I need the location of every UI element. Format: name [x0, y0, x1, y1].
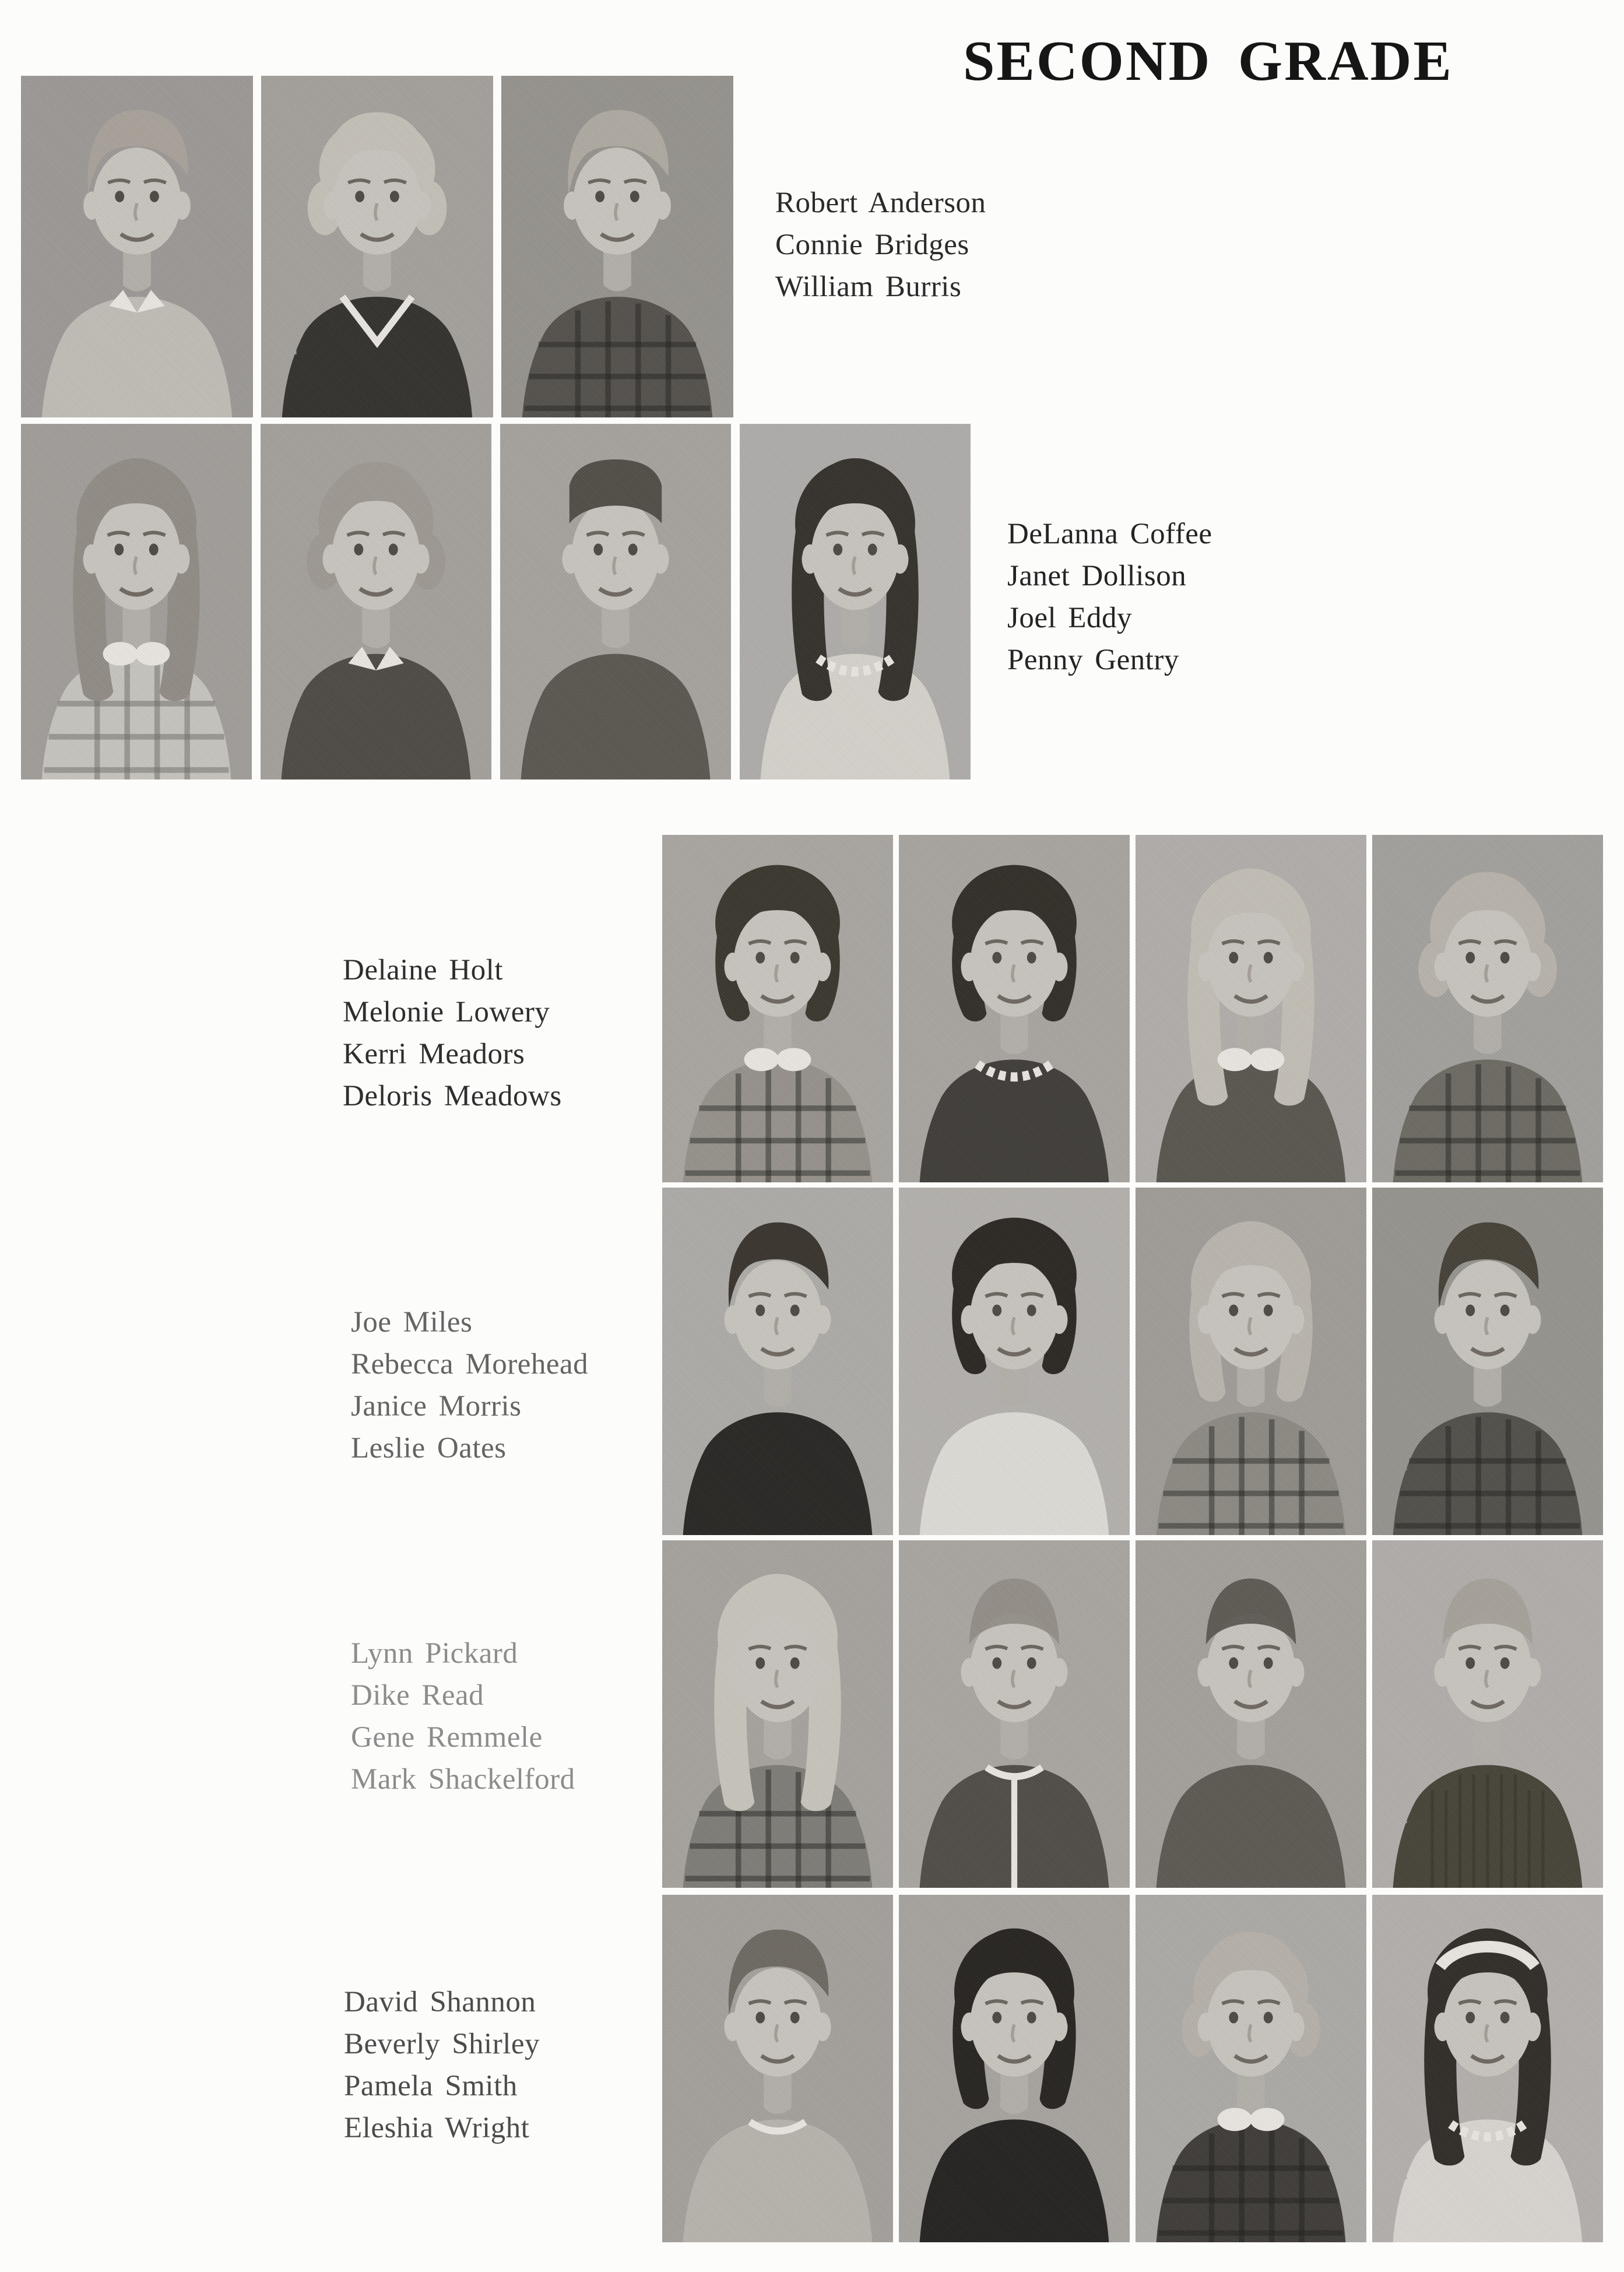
person-silhouette-icon	[899, 1188, 1130, 1535]
portrait-photo	[662, 1540, 893, 1888]
student-name: Janet Dollison	[1007, 560, 1187, 592]
portrait-photo	[662, 1188, 893, 1535]
student-name: Kerri Meadors	[343, 1038, 525, 1070]
person-silhouette-icon	[1372, 1895, 1603, 2242]
name-list	[775, 182, 986, 308]
portrait-photo	[1136, 1895, 1366, 2242]
person-silhouette-icon	[500, 424, 731, 779]
person-silhouette-icon	[21, 76, 253, 417]
person-silhouette-icon	[1136, 1540, 1366, 1888]
name-list	[344, 1981, 540, 2149]
person-silhouette-icon	[899, 1540, 1130, 1888]
person-silhouette-icon	[1372, 835, 1603, 1182]
photo-row-2	[21, 424, 971, 779]
student-name: Robert Anderson	[775, 187, 986, 219]
portrait-photo	[1372, 1540, 1603, 1888]
student-name: Dike Read	[351, 1679, 484, 1712]
student-name: Leslie Oates	[351, 1432, 507, 1465]
person-silhouette-icon	[1136, 835, 1366, 1182]
portrait-photo	[1372, 1895, 1603, 2242]
person-silhouette-icon	[662, 835, 893, 1182]
student-name: Pamela Smith	[344, 2070, 518, 2102]
person-silhouette-icon	[662, 1895, 893, 2242]
student-name: Melonie Lowery	[343, 996, 550, 1028]
portrait-photo	[740, 424, 971, 779]
photo-row-4	[662, 1188, 1603, 1535]
student-name: William Burris	[775, 271, 962, 303]
photo-row-3	[662, 835, 1603, 1182]
portrait-photo	[1372, 835, 1603, 1182]
person-silhouette-icon	[662, 1540, 893, 1888]
portrait-photo	[261, 76, 493, 417]
name-list	[1007, 513, 1212, 681]
photo-row-1	[21, 76, 733, 417]
person-silhouette-icon	[261, 76, 493, 417]
portrait-photo	[899, 835, 1130, 1182]
student-name: Penny Gentry	[1007, 644, 1179, 676]
student-name: Lynn Pickard	[351, 1637, 518, 1670]
portrait-photo	[501, 76, 733, 417]
portrait-photo	[662, 835, 893, 1182]
student-name: Connie Bridges	[775, 229, 969, 261]
student-name: David Shannon	[344, 1986, 536, 2018]
portrait-photo	[21, 76, 253, 417]
person-silhouette-icon	[501, 76, 733, 417]
portrait-photo	[1136, 1188, 1366, 1535]
portrait-photo	[1372, 1188, 1603, 1535]
portrait-photo	[899, 1540, 1130, 1888]
name-list	[343, 949, 562, 1117]
portrait-photo	[662, 1895, 893, 2242]
person-silhouette-icon	[1136, 1188, 1366, 1535]
portrait-photo	[899, 1895, 1130, 2242]
person-silhouette-icon	[261, 424, 491, 779]
portrait-photo	[261, 424, 491, 779]
portrait-photo	[500, 424, 731, 779]
portrait-photo	[1136, 1540, 1366, 1888]
student-name: Eleshia Wright	[344, 2112, 530, 2144]
student-name: Beverly Shirley	[344, 2028, 540, 2060]
photo-row-6	[662, 1895, 1603, 2242]
person-silhouette-icon	[1372, 1188, 1603, 1535]
student-name: Janice Morris	[351, 1390, 522, 1423]
page-title: SECOND GRADE	[963, 30, 1453, 93]
student-name: Mark Shackelford	[351, 1763, 575, 1796]
portrait-photo	[21, 424, 252, 779]
name-list	[351, 1632, 575, 1800]
student-name: Joel Eddy	[1007, 602, 1133, 634]
student-name: Gene Remmele	[351, 1721, 543, 1754]
person-silhouette-icon	[1372, 1540, 1603, 1888]
person-silhouette-icon	[21, 424, 252, 779]
name-list	[351, 1301, 588, 1469]
photo-row-5	[662, 1540, 1603, 1888]
student-name: Delaine Holt	[343, 954, 503, 986]
portrait-photo	[1136, 835, 1366, 1182]
student-name: Deloris Meadows	[343, 1080, 562, 1112]
person-silhouette-icon	[740, 424, 971, 779]
student-name: Rebecca Morehead	[351, 1348, 589, 1381]
person-silhouette-icon	[899, 1895, 1130, 2242]
portrait-photo	[899, 1188, 1130, 1535]
person-silhouette-icon	[899, 835, 1130, 1182]
person-silhouette-icon	[1136, 1895, 1366, 2242]
person-silhouette-icon	[662, 1188, 893, 1535]
student-name: Joe Miles	[351, 1306, 473, 1339]
student-name: DeLanna Coffee	[1007, 518, 1212, 550]
